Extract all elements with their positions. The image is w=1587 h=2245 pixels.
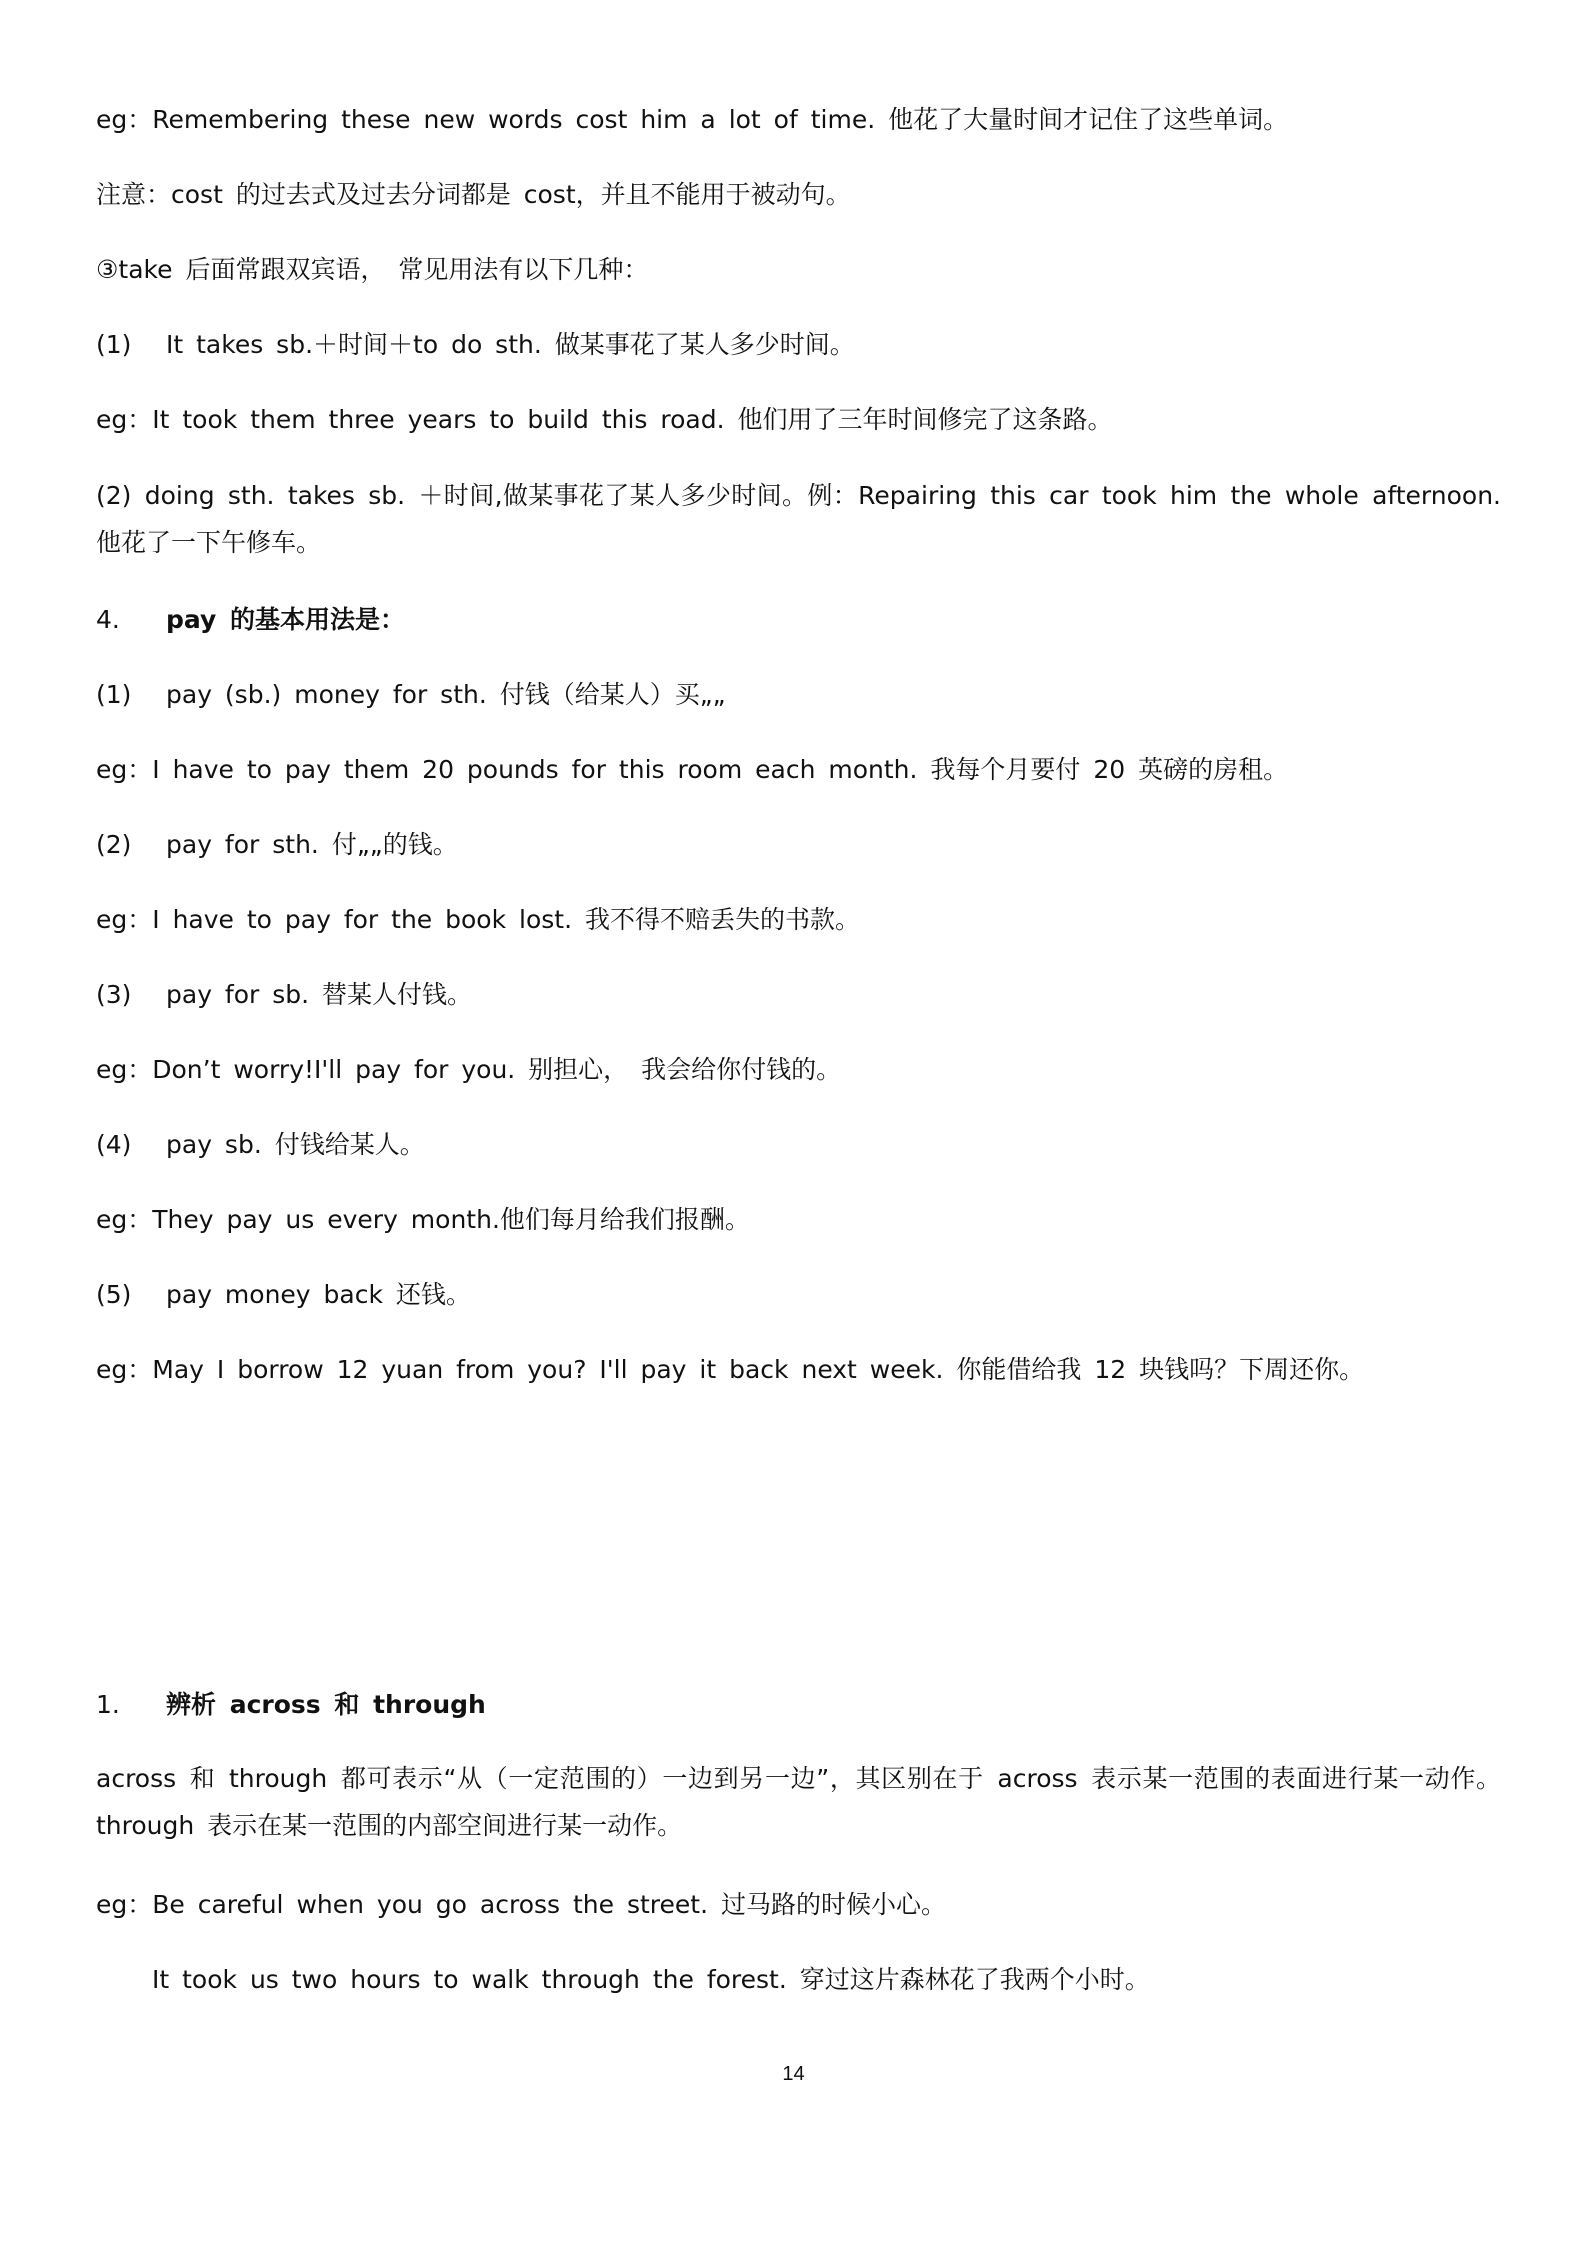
take-usage-2: (2) doing sth. takes sb. ＋时间,做某事花了某人多少时间。例：Repairing this car took him the whole afternoon. 他花了一下午修车。 [96,481,1501,557]
item-number: (4) [96,1130,132,1159]
item-number: (2) [96,830,132,859]
item-text: It takes sb.＋时间＋to do sth. 做某事花了某人多少时间。 [166,330,855,359]
note-cost-forms: 注意：cost 的过去式及过去分词都是 cost，并且不能用于被动句。 [96,180,851,209]
item-number: (1) [96,330,132,359]
item-text: pay sb. 付钱给某人。 [166,1130,425,1159]
page-number: 14 [782,2063,805,2085]
across-through-explanation: across 和 through 都可表示“从（一定范围的）一边到另一边”，其区别在于 across 表示某一范围的表面进行某一动作。 through 表示在某一范围的内部空间进行某一动作。 [96,1764,1501,1840]
pay-usage-4 [96,1127,1501,1163]
example-across: eg：Be careful when you go across the street. 过马路的时候小心。 [96,1890,946,1919]
item-number: (1) [96,680,132,709]
pay-usage-1 [96,677,1501,713]
pay-usage-3 [96,977,1501,1013]
item-text: pay money back 还钱。 [166,1280,471,1309]
item-number: 4. [96,605,120,634]
item-text: pay for sth. 付„„的钱。 [166,830,458,859]
take-usage-intro: ③take 后面常跟双宾语， 常见用法有以下几种： [96,255,649,284]
item-number: (3) [96,980,132,1009]
pay-heading [96,602,1501,638]
example-pay-rent: eg：I have to pay them 20 pounds for this room each month. 我每个月要付 20 英磅的房租。 [96,755,1289,784]
item-text: pay for sb. 替某人付钱。 [166,980,473,1009]
item-text: 辨析 across 和 through [166,1690,486,1719]
across-through-heading [96,1687,1501,1723]
example-pay-for-you: eg：Don’t worry!I'll pay for you. 别担心， 我会给你付钱的。 [96,1055,842,1084]
example-pay-book: eg：I have to pay for the book lost. 我不得不赔丢失的书款。 [96,905,860,934]
example-take-road: eg：It took them three years to build this road. 他们用了三年时间修完了这条路。 [96,405,1113,434]
item-text: pay (sb.) money for sth. 付钱（给某人）买„„ [166,680,726,709]
item-text: pay 的基本用法是： [166,605,405,634]
example-pay-back: eg：May I borrow 12 yuan from you? I'll pay it back next week. 你能借给我 12 块钱吗？下周还你。 [96,1355,1365,1384]
pay-usage-2 [96,827,1501,863]
example-cost-sentence: eg：Remembering these new words cost him a lot of time. 他花了大量时间才记住了这些单词。 [96,105,1289,134]
pay-usage-5 [96,1277,1501,1313]
item-number: 1. [96,1690,120,1719]
example-through: It took us two hours to walk through the forest. 穿过这片森林花了我两个小时。 [152,1965,1150,1994]
take-usage-1 [96,327,1501,363]
item-number: (5) [96,1280,132,1309]
example-pay-monthly: eg：They pay us every month.他们每月给我们报酬。 [96,1205,750,1234]
